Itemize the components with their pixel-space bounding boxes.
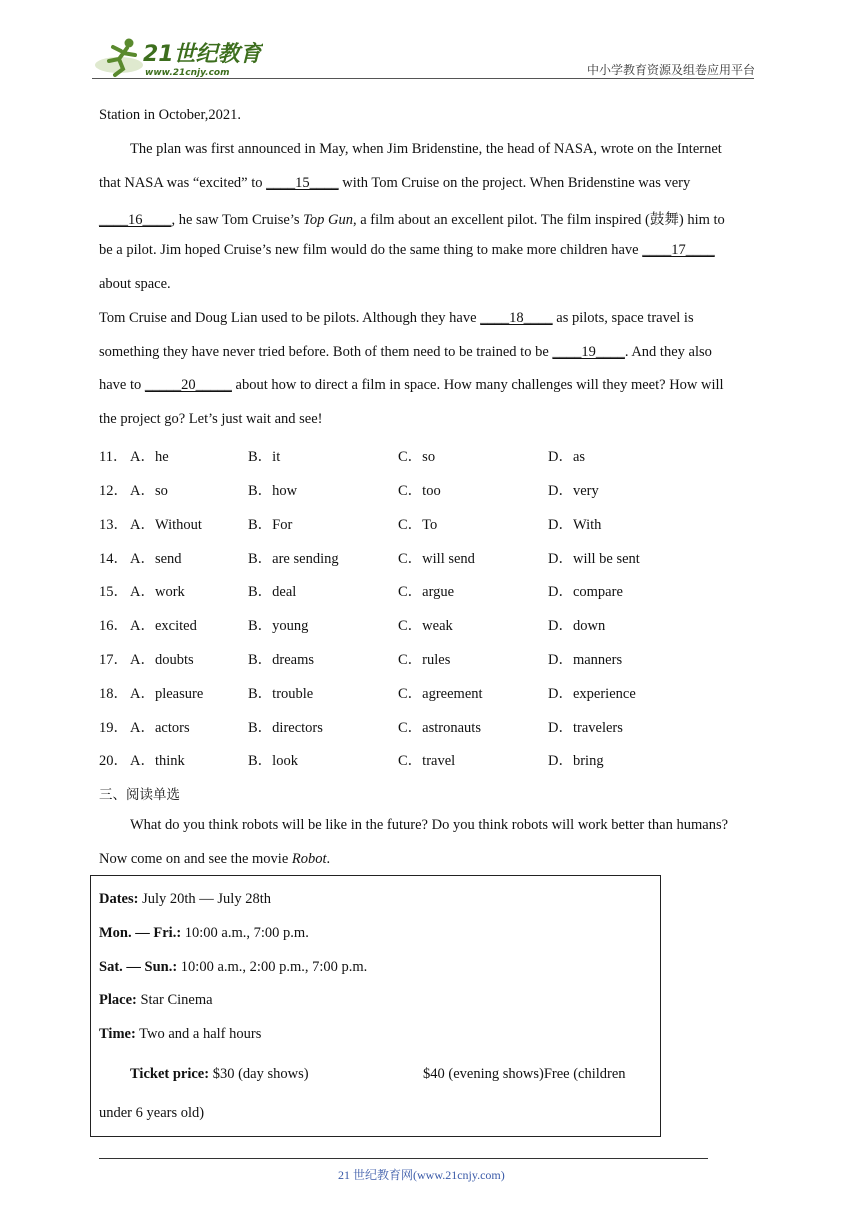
option-a: A．excited [130, 618, 197, 634]
option-c: C．To [398, 517, 438, 533]
question-number: 20． [99, 753, 128, 769]
passage-line: about space. [99, 276, 171, 292]
option-c: C．argue [398, 584, 455, 600]
option-b: B．deal [248, 584, 297, 600]
info-ticket-cont: under 6 years old) [99, 1105, 205, 1121]
option-d: D．very [548, 483, 599, 499]
passage-line: Tom Cruise and Doug Lian used to be pilots. Although they have ____18____ as pilots, space travel is [99, 310, 694, 326]
option-b: B．For [248, 517, 293, 533]
passage-line: be a pilot. Jim hoped Cruise’s new film would do the same thing to make more children have ____17____ [99, 242, 715, 258]
logo-title: 21世纪教育 [143, 42, 262, 67]
passage-line: ____16____, he saw Tom Cruise’s Top Gun, a film about an excellent pilot. The film inspired (鼓舞) him to [99, 212, 725, 228]
info-ticket-price: Ticket price: $30 (day shows) [130, 1066, 309, 1082]
info-place: Place: Star Cinema [99, 992, 213, 1008]
info-weekend-times: Sat. — Sun.: 10:00 a.m., 2:00 p.m., 7:00 p.m. [99, 959, 368, 975]
blank-20: _____20_____ [144, 377, 232, 393]
info-weekday-times: Mon. — Fri.: 10:00 a.m., 7:00 p.m. [99, 925, 309, 941]
footer-divider [99, 1158, 708, 1159]
footer-site: 21 世纪教育网(www.21cnjy.com) [338, 1168, 505, 1182]
option-c: C．travel [398, 753, 456, 769]
passage-line: Station in October,2021. [99, 107, 241, 123]
option-a: A．think [130, 753, 185, 769]
option-d: D．experience [548, 686, 636, 702]
blank-15: ____15____ [266, 175, 339, 191]
passage-line: The plan was first announced in May, when Jim Bridenstine, the head of NASA, wrote on the Internet [130, 141, 722, 157]
question-number: 15． [99, 584, 128, 600]
option-d: D．compare [548, 584, 623, 600]
section-heading: 三、阅读单选 [99, 787, 180, 803]
option-c: C．so [398, 449, 436, 465]
option-b: B．trouble [248, 686, 314, 702]
info-ticket-evening: $40 (evening shows)Free (children [423, 1066, 626, 1082]
passage-line: the project go? Let’s just wait and see! [99, 411, 323, 427]
option-d: D．manners [548, 652, 623, 668]
option-d: D．as [548, 449, 586, 465]
question-number: 13． [99, 517, 128, 533]
option-c: C．weak [398, 618, 453, 634]
option-d: D．bring [548, 753, 604, 769]
option-a: A．doubts [130, 652, 194, 668]
passage-line: something they have never tried before. Both of them need to be trained to be ____19____. And they also [99, 344, 712, 360]
option-d: D．With [548, 517, 602, 533]
option-c: C．rules [398, 652, 451, 668]
option-c: C．agreement [398, 686, 483, 702]
section-intro-line: Now come on and see the movie Robot. [99, 851, 331, 867]
option-a: A．so [130, 483, 168, 499]
option-c: C．too [398, 483, 441, 499]
option-b: B．it [248, 449, 281, 465]
header-platform-name: 中小学教育资源及组卷应用平台 [586, 63, 755, 77]
section-intro-line: What do you think robots will be like in the future? Do you think robots will work better than humans? [130, 817, 729, 833]
option-a: A．pleasure [130, 686, 204, 702]
site-logo [93, 35, 263, 81]
option-a: A．Without [130, 517, 202, 533]
passage-line: have to _____20_____ about how to direct a film in space. How many challenges will they meet? How will [99, 377, 724, 393]
question-number: 18． [99, 686, 128, 702]
option-b: B．how [248, 483, 298, 499]
question-number: 14． [99, 551, 128, 567]
option-a: A．work [130, 584, 185, 600]
runner-logo-icon [93, 35, 263, 81]
option-c: C．will send [398, 551, 475, 567]
passage-line: that NASA was “excited” to ____15____ with Tom Cruise on the project. When Bridenstine was very [99, 175, 691, 191]
option-d: D．down [548, 618, 606, 634]
film-title: Top Gun [303, 212, 353, 228]
question-number: 11． [99, 449, 128, 465]
info-time: Time: Two and a half hours [99, 1026, 262, 1042]
option-b: B．dreams [248, 652, 315, 668]
option-a: A．actors [130, 720, 190, 736]
blank-16: ____16____ [99, 212, 172, 228]
logo-url: www.21cnjy.com [145, 68, 230, 78]
blank-17: ____17____ [642, 242, 715, 258]
option-d: D．will be sent [548, 551, 640, 567]
blank-19: ____19____ [552, 344, 625, 360]
movie-title: Robot [291, 851, 327, 867]
question-number: 12． [99, 483, 128, 499]
option-b: B．young [248, 618, 309, 634]
option-b: B．are sending [248, 551, 339, 567]
option-c: C．astronauts [398, 720, 481, 736]
blank-18: ____18____ [480, 310, 553, 326]
header-divider [92, 78, 754, 79]
option-a: A．he [130, 449, 169, 465]
info-dates: Dates: July 20th — July 28th [99, 891, 271, 907]
option-b: B．look [248, 753, 298, 769]
question-number: 16． [99, 618, 128, 634]
question-number: 19． [99, 720, 128, 736]
option-a: A．send [130, 551, 182, 567]
option-d: D．travelers [548, 720, 623, 736]
option-b: B．directors [248, 720, 323, 736]
question-number: 17． [99, 652, 128, 668]
